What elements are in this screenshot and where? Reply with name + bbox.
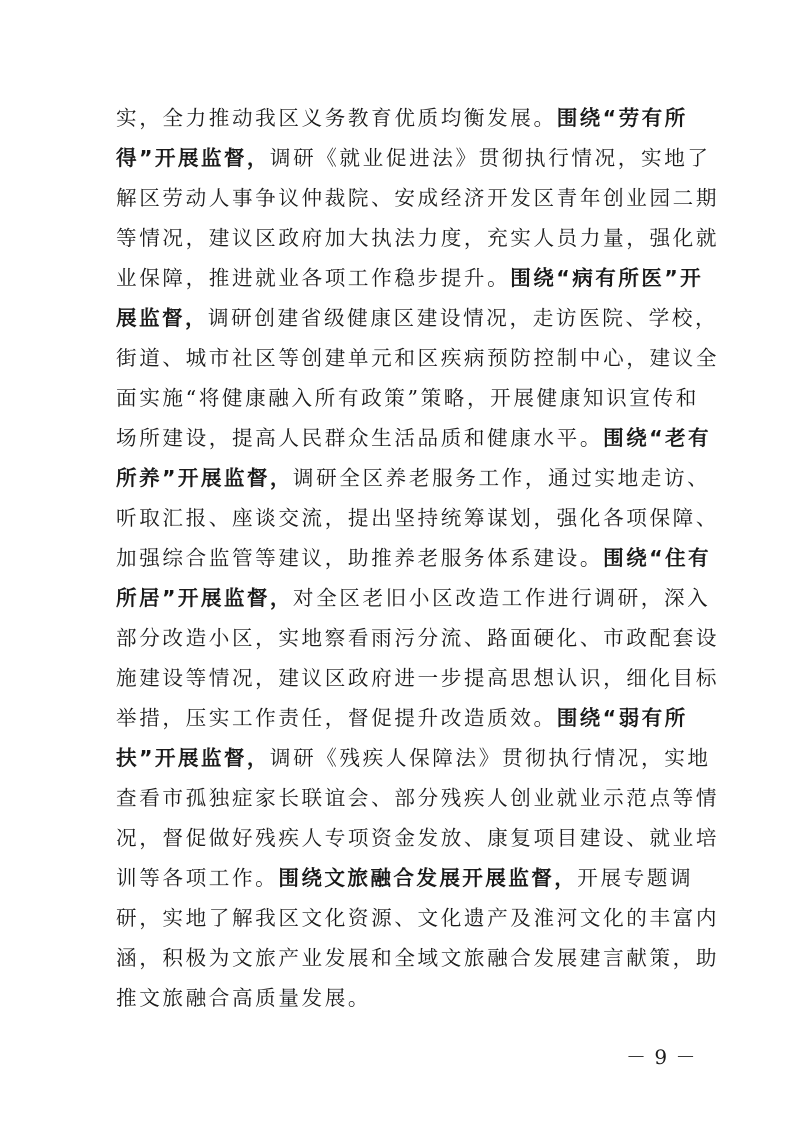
bold-heading-text: 围绕“弱有所 xyxy=(556,706,688,730)
bold-heading-text: 展监督， xyxy=(116,306,208,330)
body-text: 调研创建省级健康区建设情况，走访医院、学校， xyxy=(207,306,719,330)
text-line xyxy=(116,138,719,178)
text-line xyxy=(116,378,719,418)
text-line xyxy=(116,218,719,258)
body-text: 部分改造小区，实地察看雨污分流、路面硬化、市政配套设 xyxy=(116,626,720,650)
text-line xyxy=(116,418,719,458)
text-line xyxy=(116,818,719,858)
bold-heading-text: 所养”开展监督， xyxy=(116,466,293,490)
text-line xyxy=(116,98,719,138)
body-text: 街道、城市社区等创建单元和区疾病预防控制中心，建议全 xyxy=(116,346,720,370)
bold-heading-text: 扶”开展监督， xyxy=(116,746,270,770)
body-text: 况，督促做好残疾人专项资金发放、康复项目建设、就业培 xyxy=(116,826,720,850)
text-line xyxy=(116,858,719,898)
body-text: 研，实地了解我区文化资源、文化遗产及淮河文化的丰富内 xyxy=(116,906,720,930)
body-text: 面实施“将健康融入所有政策”策略，开展健康知识宣传和 xyxy=(116,386,699,410)
text-line xyxy=(116,938,719,978)
text-line xyxy=(116,258,719,298)
body-text: 解区劳动人事争议仲裁院、安成经济开发区青年创业园二期 xyxy=(116,186,720,210)
body-text: 调研全区养老服务工作，通过实地走访、 xyxy=(292,466,711,490)
text-line xyxy=(116,738,719,778)
body-text: 开展专题调 xyxy=(577,866,694,890)
body-text: 对全区老旧小区改造工作进行调研，深入 xyxy=(292,586,711,610)
body-text: 推文旅融合高质量发展。 xyxy=(116,986,372,1010)
body-text: 加强综合监管等建议，助推养老服务体系建设。 xyxy=(116,546,604,570)
bold-heading-text: 围绕文旅融合发展开展监督， xyxy=(278,866,578,890)
bold-heading-text: 围绕“劳有所 xyxy=(556,106,688,130)
text-line xyxy=(116,178,719,218)
body-text: 查看市孤独症家长联谊会、部分残疾人创业就业示范点等情 xyxy=(116,786,720,810)
body-text: 举措，压实工作责任，督促提升改造质效。 xyxy=(116,706,557,730)
text-line xyxy=(116,578,719,618)
text-line xyxy=(116,338,719,378)
bold-heading-text: 所居”开展监督， xyxy=(116,586,293,610)
body-text: 听取汇报、座谈交流，提出坚持统筹谋划，强化各项保障、 xyxy=(116,506,720,530)
bold-heading-text: 围绕“老有 xyxy=(603,426,711,450)
text-line xyxy=(116,698,719,738)
text-line xyxy=(116,298,719,338)
body-text: 调研《残疾人保障法》贯彻执行情况，实地 xyxy=(269,746,711,770)
bold-heading-text: 围绕“住有 xyxy=(603,546,711,570)
body-text: 场所建设，提高人民群众生活品质和健康水平。 xyxy=(116,426,604,450)
body-text: 调研《就业促进法》贯彻执行情况，实地了 xyxy=(269,146,711,170)
body-text: 涵，积极为文旅产业发展和全域文旅融合发展建言献策，助 xyxy=(116,946,720,970)
body-text: 等情况，建议区政府加大执法力度，充实人员力量，强化就 xyxy=(116,226,720,250)
bold-heading-text: 得”开展监督， xyxy=(116,146,270,170)
text-line xyxy=(116,618,719,658)
body-text: 训等各项工作。 xyxy=(116,866,279,890)
text-line xyxy=(116,538,719,578)
text-line xyxy=(116,898,719,938)
text-line xyxy=(116,978,719,1018)
body-paragraph xyxy=(116,98,719,1018)
text-line xyxy=(116,778,719,818)
text-line xyxy=(116,658,719,698)
body-text: 业保障，推进就业各项工作稳步提升。 xyxy=(116,266,511,290)
body-text: 实，全力推动我区义务教育优质均衡发展。 xyxy=(116,106,557,130)
text-line xyxy=(116,498,719,538)
bold-heading-text: 围绕“病有所医”开 xyxy=(510,266,704,290)
page-number: － 9 － xyxy=(626,1045,697,1069)
text-line xyxy=(116,458,719,498)
body-text: 施建设等情况，建议区政府进一步提高思想认识，细化目标 xyxy=(116,666,720,690)
